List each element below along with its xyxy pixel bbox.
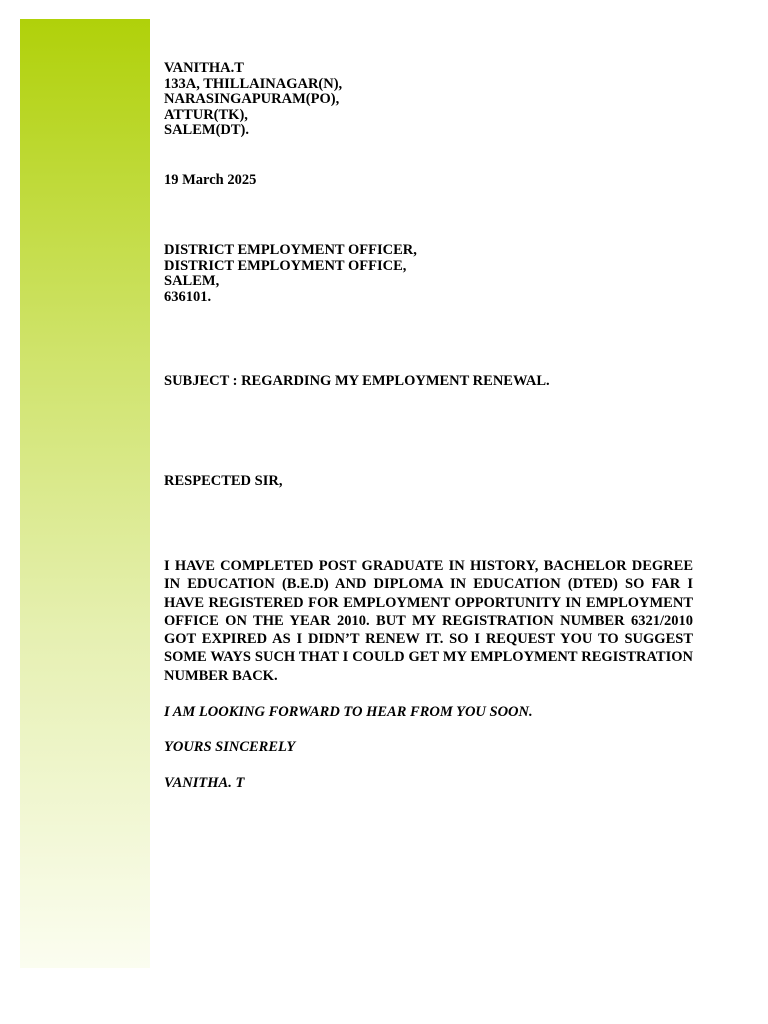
sender-address-line: ATTUR(TK), bbox=[164, 106, 248, 123]
recipient-line: SALEM, bbox=[164, 273, 220, 289]
recipient-line: 636101. bbox=[164, 288, 212, 305]
decorative-sidebar bbox=[20, 19, 150, 968]
recipient-line: DISTRICT EMPLOYMENT OFFICER, bbox=[164, 242, 417, 258]
sender-name: VANITHA.T bbox=[164, 60, 244, 76]
letter-subject: SUBJECT : REGARDING MY EMPLOYMENT RENEWAL. bbox=[164, 373, 550, 389]
recipient-address bbox=[164, 243, 693, 305]
sender-address-line: 133A, THILLAINAGAR(N), bbox=[164, 75, 343, 92]
sender-address-line: NARASINGAPURAM(PO), bbox=[164, 91, 340, 107]
letter-body: I HAVE COMPLETED POST GRADUATE IN HISTORY, BACHELOR DEGREE IN EDUCATION (B.E.D) AND DIPLOMA IN EDUCATION (DTED) SO FAR I HAVE REGISTERED FOR EMPLOYMENT OPPORTUNITY IN EMPLOYMENT OFFICE ON THE YEAR 2010. BUT MY REGISTRATION NUMBER 6321/2010 GOT EXPIRED AS I DIDN’T RENEW IT. SO I REQUEST YOU TO SUGGEST SOME WAYS SUCH THAT I COULD GET MY EMPLOYMENT REGISTRATION NUMBER BACK. bbox=[164, 558, 693, 684]
letter-date: 19 March 2025 bbox=[164, 171, 257, 188]
sender-address-line: SALEM(DT). bbox=[164, 122, 249, 138]
closing-line: I AM LOOKING FORWARD TO HEAR FROM YOU SOON. bbox=[164, 704, 533, 721]
sender-address bbox=[164, 61, 693, 139]
salutation: RESPECTED SIR, bbox=[164, 472, 283, 489]
signature-name: VANITHA. T bbox=[164, 775, 245, 792]
letter bbox=[164, 61, 693, 792]
valediction: YOURS SINCERELY bbox=[164, 739, 296, 756]
recipient-line: DISTRICT EMPLOYMENT OFFICE, bbox=[164, 257, 407, 274]
